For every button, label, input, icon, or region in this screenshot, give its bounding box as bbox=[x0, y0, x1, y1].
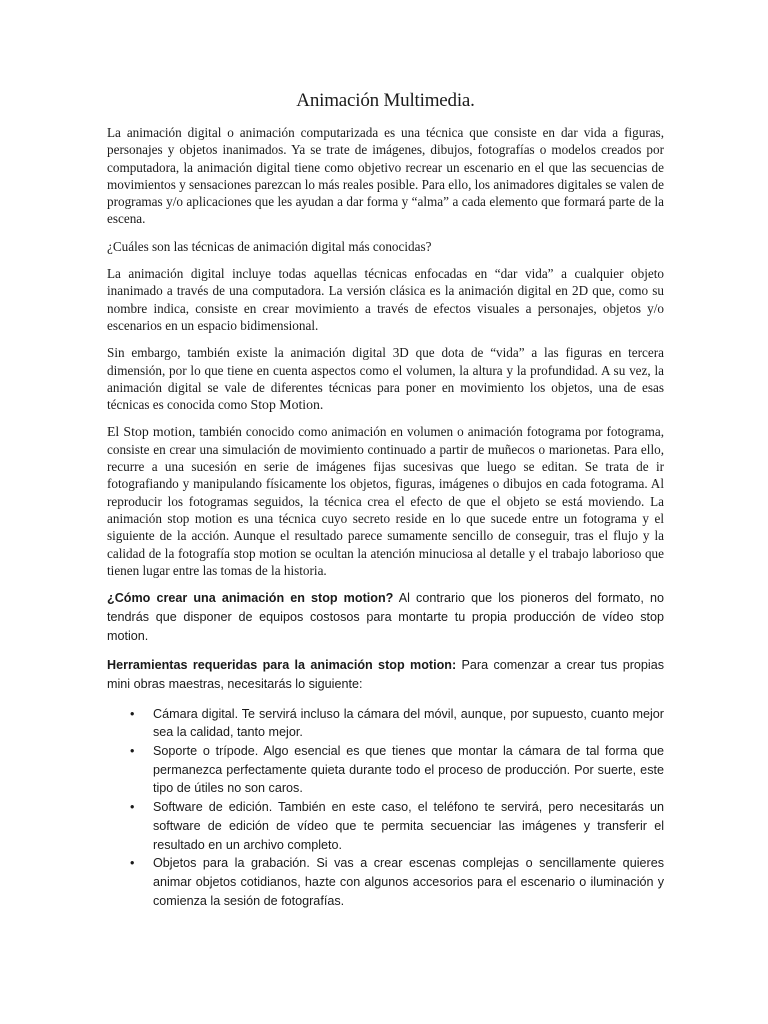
tools-text: Para comenzar a crear tus propias mini obras maestras, necesitarás lo siguiente: bbox=[107, 658, 664, 691]
list-item-text: Objetos para la grabación. Si vas a crear escenas complejas o sencillamente quieres animar objetos cotidianos, hazte con algunos accesorios para el escenario o iluminación y comienza la sesión de fotografías. bbox=[153, 856, 664, 908]
list-item bbox=[107, 854, 664, 910]
list-item-text: Cámara digital. Te servirá incluso la cámara del móvil, aunque, por supuesto, cuanto mejor sea la calidad, tanto mejor. bbox=[153, 706, 664, 740]
bullet-icon: • bbox=[130, 856, 135, 871]
tools-list bbox=[107, 705, 664, 911]
paragraph-3d bbox=[107, 344, 664, 413]
page-title: Animación Multimedia. bbox=[296, 90, 475, 111]
bullet-icon: • bbox=[130, 706, 135, 721]
paragraph-stop-motion bbox=[107, 423, 664, 579]
bullet-icon: • bbox=[130, 744, 135, 759]
paragraph-tools bbox=[107, 656, 664, 693]
stop-motion-lead: El Stop motion bbox=[107, 424, 193, 440]
tools-heading: Herramientas requeridas para la animación stop motion: bbox=[107, 658, 457, 673]
list-item-text: Soporte o trípode. Algo esencial es que tienes que montar la cámara de tal forma que permanezca perfectamente quieta durante todo el proceso de producción. Por suerte, este tipo de útiles no son caros. bbox=[153, 744, 664, 796]
how-to-heading: ¿Cómo crear una animación en stop motion? bbox=[107, 591, 394, 606]
list-item bbox=[107, 798, 664, 854]
paragraph-how-to bbox=[107, 589, 664, 645]
list-item bbox=[107, 705, 664, 742]
paragraph-question: ¿Cuáles son las técnicas de animación digital más conocidas? bbox=[107, 238, 432, 254]
document-page bbox=[107, 90, 664, 910]
paragraph-2d: La animación digital incluye todas aquellas técnicas enfocadas en “dar vida” a cualquier objeto inanimado a través de una computadora. La versión clásica es la animación digital en 2D que, como su nombre indica, consiste en crear movimiento a través de efectos visuales a personajes, objetos y/o escenarios en un espacio bidimensional. bbox=[107, 266, 664, 333]
list-item bbox=[107, 742, 664, 798]
bullet-icon: • bbox=[130, 800, 135, 815]
list-item-text: Software de edición. También en este caso, el teléfono te servirá, pero necesitarás un software de edición de vídeo que te permita secuenciar las imágenes y transferir el resultado en un archivo completo. bbox=[153, 800, 664, 852]
paragraph-3d-text: Sin embargo, también existe la animación digital 3D que dota de “vida” a las figuras en tercera dimensión, por lo que tiene en cuenta aspectos como el volumen, la altura y la profundidad. A su vez, la animación digital se vale de diferentes técnicas para poner en movimiento los objetos, una de esas técnicas es conocida como bbox=[107, 345, 664, 413]
paragraph-stop-motion-text: , también conocido como animación en volumen o animación fotograma por fotograma, consiste en crear una simulación de movimiento continuado a partir de muñecos o marionetas. Para ello, recurre a una sucesión en serie de imágenes fijas sucesivas que luego se editan. Se trata de ir fotografiando y manipulando físicamente los objetos, figuras, imágenes o dibujos en cada fotograma. Al reproducir los fotogramas seguidos, la técnica crea el efecto de que el objeto se está moviendo. La animación stop motion es una técnica cuyo secreto reside en lo que sucede entre un fotograma y el siguiente de la acción. Aunque el resultado parece sumamente sencillo de conseguir, tras el flujo y la calidad de la fotografía stop motion se ocultan la atención minuciosa al detalle y el trabajo laborioso que tienen lugar entre las tomas de la historia. bbox=[107, 424, 664, 578]
paragraph-intro: La animación digital o animación computarizada es una técnica que consiste en dar vida a figuras, personajes y objetos inanimados. Ya se trate de imágenes, dibujos, fotografías o modelos creados por computadora, la animación digital tiene como objetivo recrear un escenario en el que las secuencias de movimientos y sensaciones parezcan lo más reales posible. Para ello, los animadores digitales se valen de programas y/o aplicaciones que les ayudan a dar forma y “alma” a cada elemento que formará parte de la escena. bbox=[107, 125, 665, 227]
stop-motion-term: Stop Motion. bbox=[250, 397, 324, 413]
how-to-text: Al contrario que los pioneros del formato, no tendrás que disponer de equipos costosos para montarte tu propia producción de vídeo stop motion. bbox=[107, 591, 665, 643]
